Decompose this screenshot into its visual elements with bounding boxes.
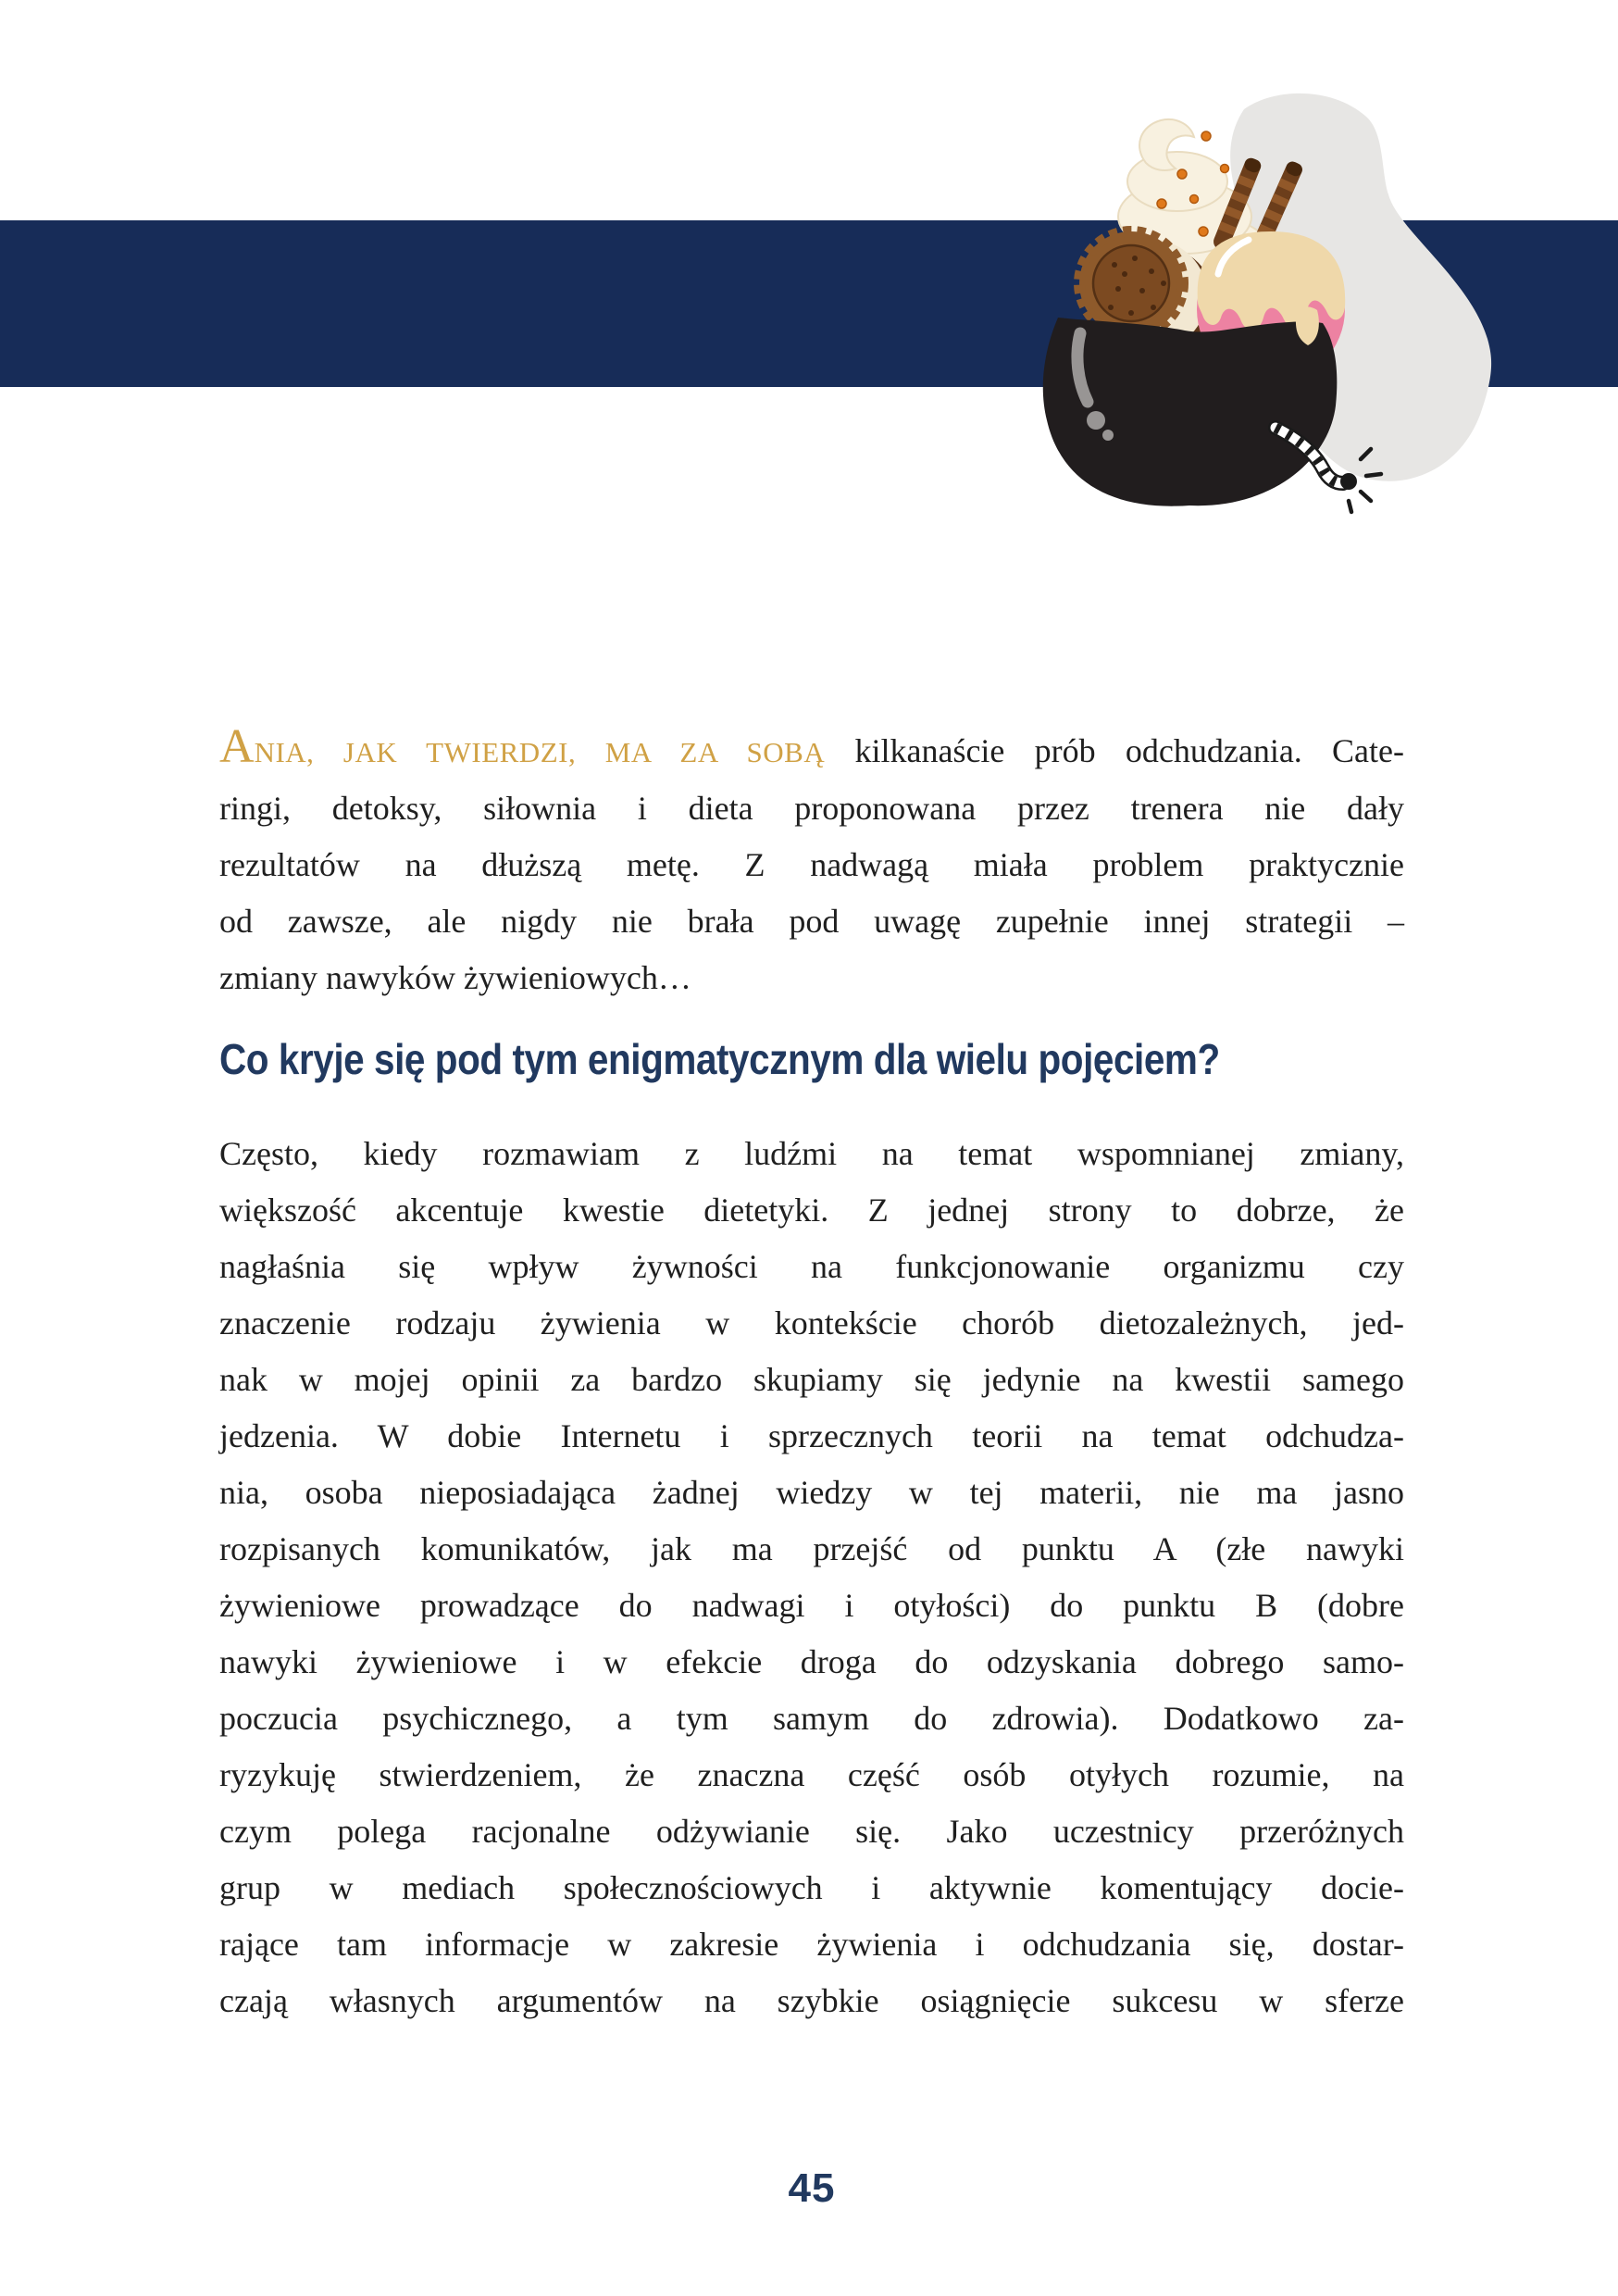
text-line: poczucia psychicznego, a tym samym do zdrowia). Dodatkowo za- [219, 1700, 1404, 1737]
text-line: nagłaśnia się wpływ żywności na funkcjonowanie organizmu czy [219, 1248, 1404, 1285]
text-line: rozpisanych komunikatów, jak ma przejść od punktu A (złe nawyki [219, 1530, 1404, 1567]
text-line: nak w mojej opinii za bardzo skupiamy się jedynie na kwestii samego [219, 1361, 1404, 1398]
text-line: nia, osoba nieposiadająca żadnej wiedzy w tej materii, nie ma jasno [219, 1474, 1404, 1511]
body-paragraph [219, 1126, 1404, 2029]
text-line: ringi, detoksy, siłownia i dieta proponowana przez trenera nie dały [219, 790, 1404, 827]
gold-lead-text: NIA, JAK TWIERDZI, MA ZA SOBĄ [254, 736, 826, 768]
text-line: jedzenia. W dobie Internetu i sprzecznych teorii na temat odchudza- [219, 1417, 1404, 1454]
bomb-bowl-icon [1043, 318, 1338, 506]
gold-lead-initial: A [219, 720, 255, 773]
text-line: czym polega racjonalne odżywianie się. Jako uczestnicy przeróżnych [219, 1813, 1404, 1850]
bomb-dessert-illustration [1037, 93, 1518, 528]
page-number: 45 [788, 2165, 836, 2211]
text-line: grup w mediach społecznościowych i aktywnie komentujący docie- [219, 1869, 1404, 1906]
text-line: ryzykuję stwierdzeniem, że znaczna część osób otyłych rozumie, na [219, 1756, 1404, 1793]
text-line: czają własnych argumentów na szybkie osiągnięcie sukcesu w sferze [219, 1982, 1404, 2019]
section-heading-text: Co kryje się pod tym enigmatycznym dla wielu pojęciem? [219, 1035, 1220, 1083]
intro-paragraph [219, 718, 1404, 1006]
text-line: żywieniowe prowadzące do nadwagi i otyłości) do punktu B (dobre [219, 1587, 1404, 1624]
text-line: rające tam informacje w zakresie żywienia i odchudzania się, dostar- [219, 1926, 1404, 1963]
text-line: zmiany nawyków żywieniowych… [219, 959, 691, 996]
text-line: Często, kiedy rozmawiam z ludźmi na temat wspomnianej zmiany, [219, 1135, 1404, 1172]
text-line [219, 718, 1404, 780]
text-line: znaczenie rodzaju żywienia w kontekście chorób dietozależnych, jed- [219, 1304, 1404, 1341]
section-heading [219, 1031, 1404, 1098]
intro-line-tail: kilkanaście prób odchudzania. Cate- [825, 732, 1404, 769]
text-line: większość akcentuje kwestie dietetyki. Z jednej strony to dobrze, że [219, 1192, 1404, 1229]
text-line: rezultatów na dłuższą metę. Z nadwagą miała problem praktycznie [219, 846, 1404, 883]
text-line: nawyki żywieniowe i w efekcie droga do odzyskania dobrego samo- [219, 1643, 1404, 1680]
text-line: od zawsze, ale nigdy nie brała pod uwagę zupełnie innej strategii – [219, 903, 1404, 940]
